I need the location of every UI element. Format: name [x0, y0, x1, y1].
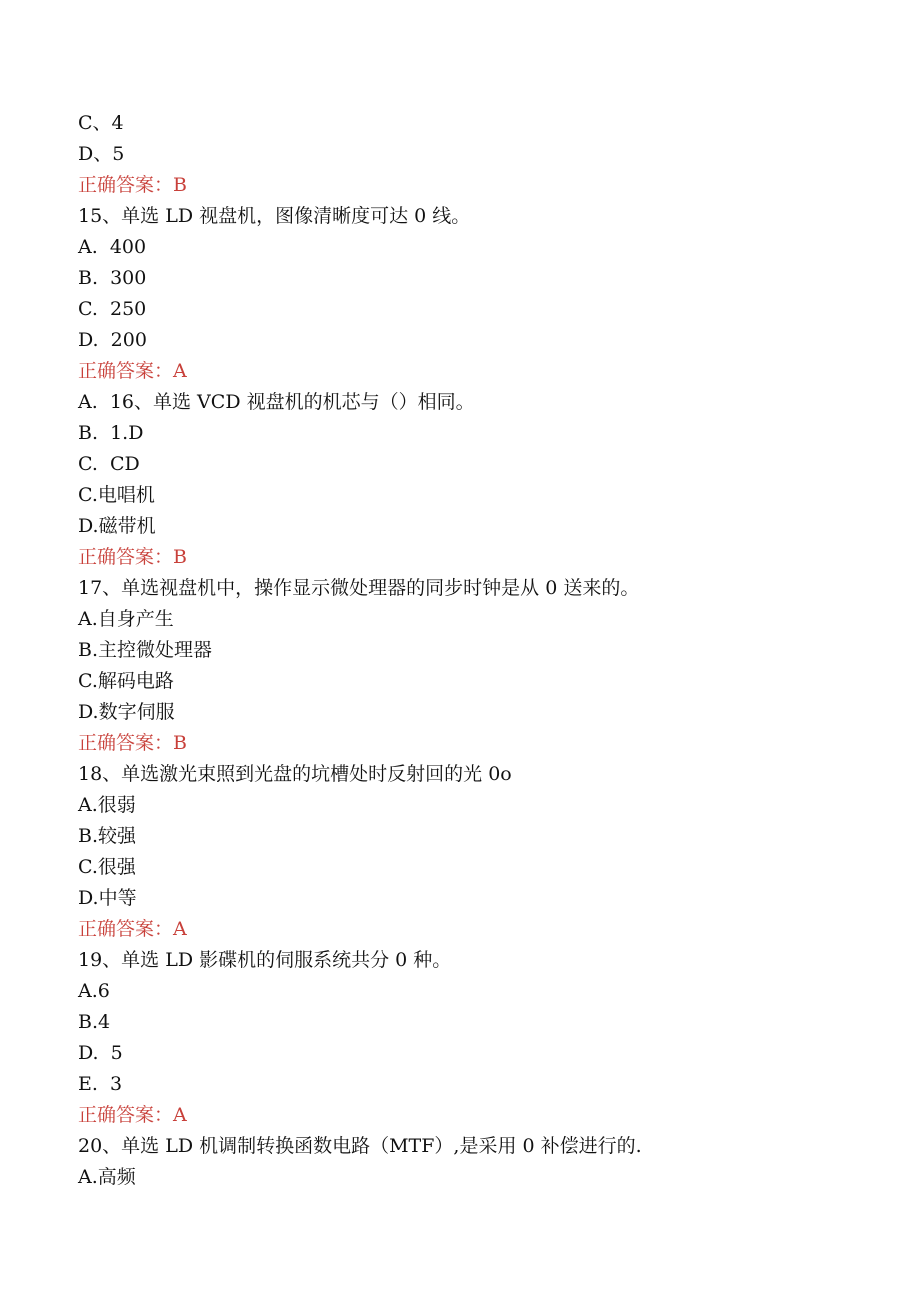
option-line: D.中等: [78, 887, 137, 909]
option-line: B.主控微处理器: [78, 639, 213, 661]
question-line: 15、单选 LD 视盘机，图像清晰度可达 0 线。: [78, 205, 471, 227]
question-line: 19、单选 LD 影碟机的伺服系统共分 0 种。: [78, 949, 452, 971]
option-line: B. 1.D: [78, 422, 144, 444]
option-line: B. 300: [78, 267, 147, 289]
option-line: A. 400: [78, 236, 147, 258]
document-page: [78, 108, 878, 1193]
option-line: C. CD: [78, 453, 140, 475]
question-line: 17、单选视盘机中，操作显示微处理器的同步时钟是从 0 送来的。: [78, 577, 640, 599]
option-line: C. 250: [78, 298, 147, 320]
option-line: C.很强: [78, 856, 136, 878]
correct-answer-line: 正确答案：A: [78, 360, 187, 382]
option-line: C.电唱机: [78, 484, 155, 506]
option-line: A.很弱: [78, 794, 136, 816]
question-line: A. 16、单选 VCD 视盘机的机芯与（）相同。: [78, 391, 475, 413]
question-line: 20、单选 LD 机调制转换函数电路（MTF）,是采用 0 补偿进行的.: [78, 1135, 642, 1157]
option-line: A.自身产生: [78, 608, 174, 630]
option-line: D. 200: [78, 329, 147, 351]
option-line: B.4: [78, 1011, 111, 1033]
option-line: D.磁带机: [78, 515, 156, 537]
correct-answer-line: 正确答案：A: [78, 918, 187, 940]
option-line: D. 5: [78, 1042, 123, 1064]
question-line: 18、单选激光束照到光盘的坑槽处时反射回的光 0o: [78, 763, 512, 785]
option-line: A.6: [78, 980, 110, 1002]
correct-answer-line: 正确答案：B: [78, 174, 187, 196]
option-line: C.解码电路: [78, 670, 174, 692]
correct-answer-line: 正确答案：B: [78, 732, 187, 754]
correct-answer-line: 正确答案：A: [78, 1104, 187, 1126]
option-line: D、5: [78, 143, 125, 165]
option-line: E. 3: [78, 1073, 123, 1095]
option-line: C、4: [78, 112, 124, 134]
option-line: D.数字伺服: [78, 701, 175, 723]
correct-answer-line: 正确答案：B: [78, 546, 187, 568]
option-line: B.较强: [78, 825, 137, 847]
option-line: A.高频: [78, 1166, 136, 1188]
